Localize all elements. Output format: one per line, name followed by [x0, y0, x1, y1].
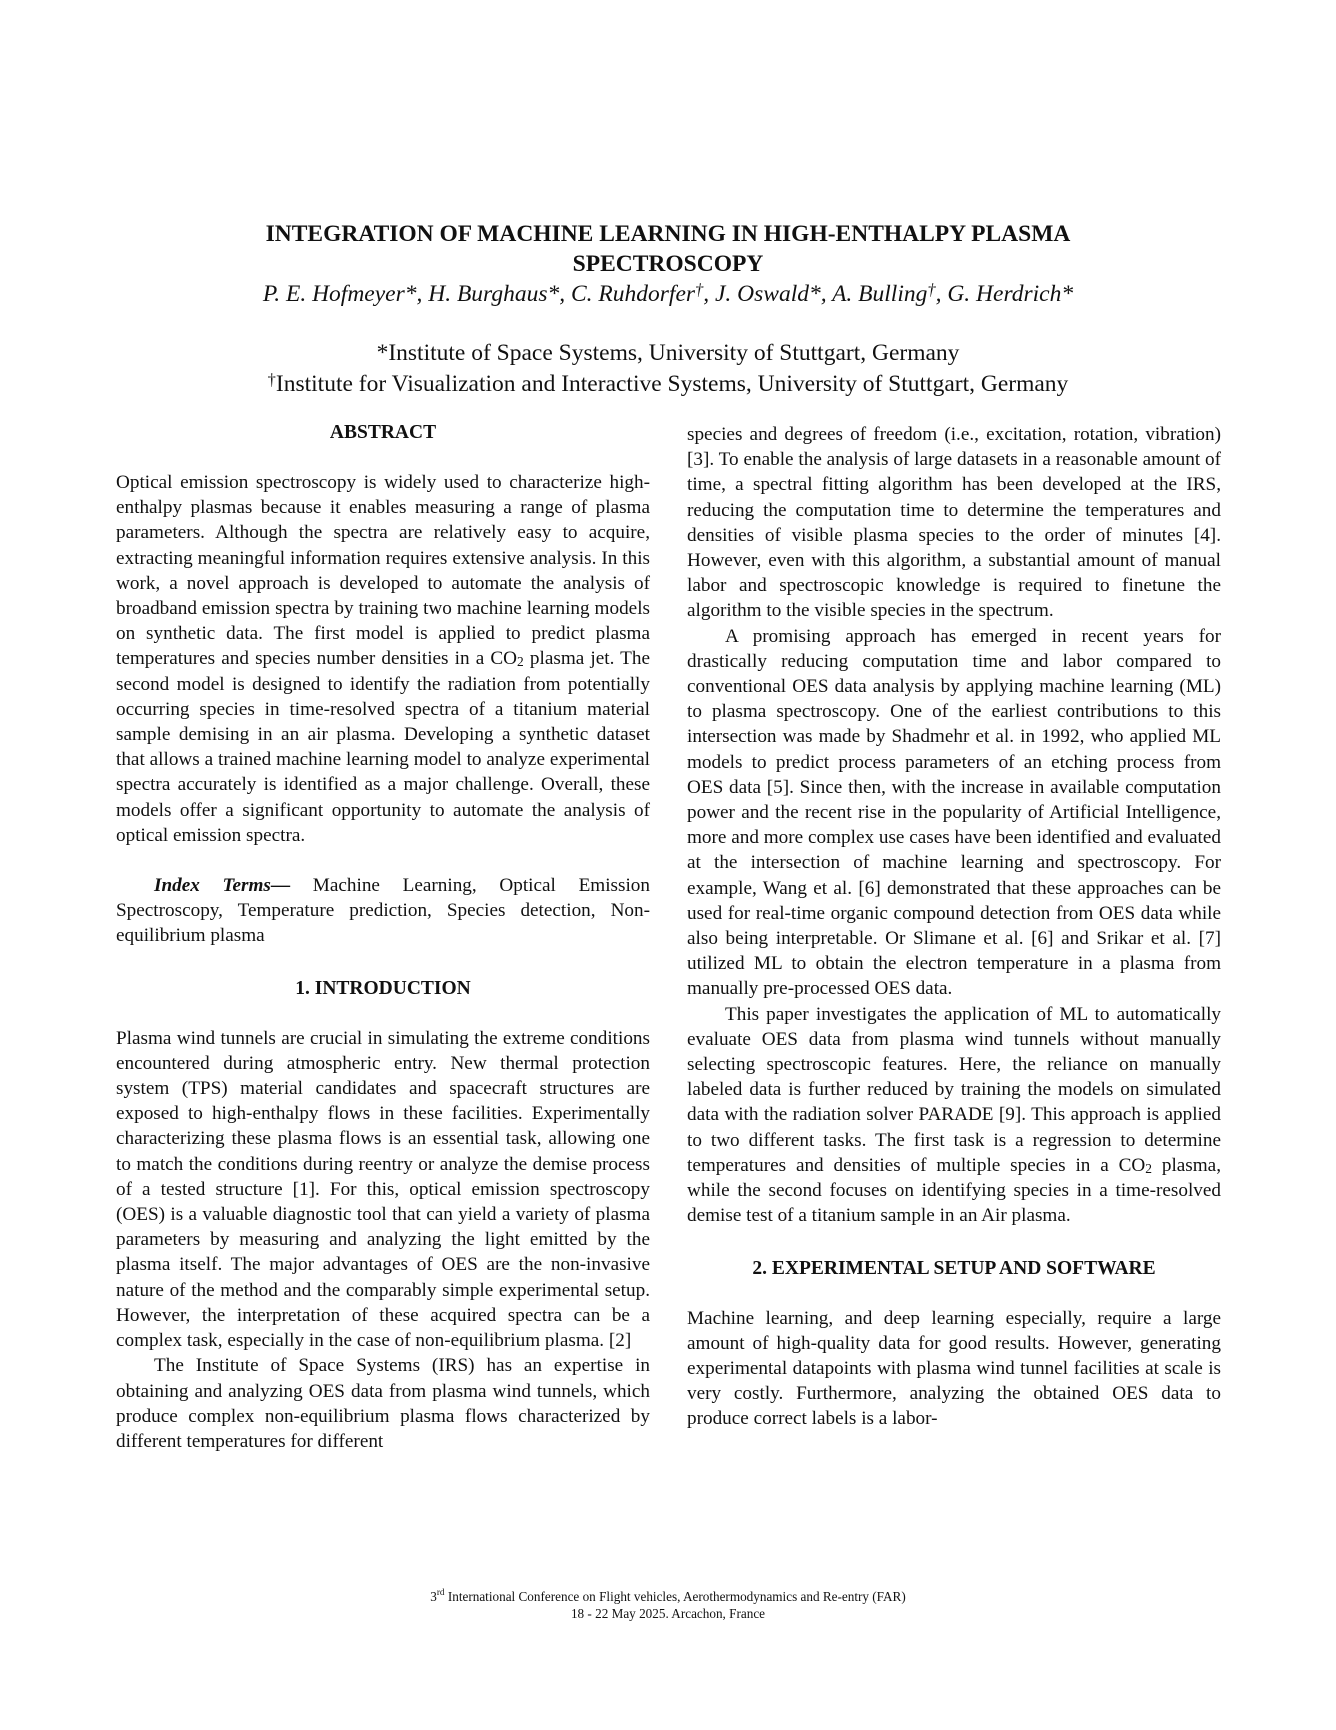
author: A. Bulling: [832, 281, 928, 307]
author-mark: *: [1061, 281, 1074, 307]
subscript: 2: [517, 654, 524, 670]
setup-heading: 2. EXPERIMENTAL SETUP AND SOFTWARE: [752, 1257, 1156, 1279]
affiliation-mark: *: [376, 340, 389, 366]
author: J. Oswald: [714, 281, 809, 307]
setup-paragraph-1: Machine learning, and deep learning especially, require a large amount of high-quality data for good results. However, generating experimental datapoints with plasma wind tunnel facilities at scale is very costly. Furthermore, analyzing the obtained OES data to produce correct labels is a labor-: [687, 1307, 1221, 1430]
paper-title: [150, 219, 1186, 279]
abstract-text-part: Optical emission spectroscopy is widely used to characterize high-enthalpy plasmas because it enables measuring a range of plasma parameters. Although the spectra are relatively easy to acquire, extracting meaningful information requires extensive analysis. In this work, a novel approach is developed to automate the analysis of broadband emission spectra by training two machine learning models on synthetic data. The first model is applied to predict plasma temperatures and species number densities in a CO: [116, 472, 650, 670]
title-line-2: SPECTROSCOPY: [572, 251, 764, 277]
author-mark: *: [808, 281, 821, 307]
index-terms: [116, 873, 650, 949]
intro-paragraph-4: [687, 1002, 1221, 1229]
footer-conference: International Conference on Flight vehicles, Aerothermodynamics and Re-entry (FAR): [444, 1589, 906, 1604]
author: G. Herdrich: [947, 281, 1062, 307]
affiliation-1: [100, 338, 1236, 368]
author: H. Burghaus: [428, 281, 548, 307]
affiliation-mark: †: [267, 370, 276, 389]
footer-line-2: 18 - 22 May 2025. Arcachon, France: [570, 1606, 766, 1621]
index-terms-text: Machine Learning, Optical Emission Spectroscopy, Temperature prediction, Species detection, Non-equilibrium plasma: [116, 875, 650, 947]
affiliation-text: Institute of Space Systems, University of Stuttgart, Germany: [388, 340, 960, 366]
affiliation-text: Institute for Visualization and Interactive Systems, University of Stuttgart, Germany: [275, 371, 1069, 397]
intro-paragraph-4-part: This paper investigates the application of ML to automatically evaluate OES data from plasma wind tunnels without manually selecting spectroscopic features. Here, the reliance on manually labeled data is further reduced by training the models on simulated data with the radiation solver PARADE [9]. This approach is applied to two different tasks. The first task is a regression to determine temperatures and densities of multiple species in a CO: [687, 1003, 1221, 1176]
intro-paragraph-2-continued: species and degrees of freedom (i.e., excitation, rotation, vibration) [3]. To enable the analysis of large datasets in a reasonable amount of time, a spectral fitting algorithm has been developed at the IRS, reducing the computation time to determine the temperatures and densities of visible plasma species to the order of minutes [4]. However, even with this algorithm, a substantial amount of manual labor and spectroscopic knowledge is required to finetune the algorithm to the visible species in the spectrum.: [687, 424, 1221, 622]
intro-paragraph-1: Plasma wind tunnels are crucial in simulating the extreme conditions encountered during atmospheric entry. New thermal protection system (TPS) material candidates and spacecraft structures are exposed to high-enthalpy flows in these facilities. Experimentally characterizing these plasma flows is an essential task, allowing one to match the conditions during reentry or analyze the demise process of a tested structure [1]. For this, optical emission spectroscopy (OES) is a valuable diagnostic tool that can yield a variety of plasma parameters by measuring and analyzing the light emitted by the plasma itself. The major advantages of OES are the non-invasive nature of the method and the comparably simple experimental setup. However, the interpretation of these acquired spectra can be a complex task, especially in the case of non-equilibrium plasma. [2]: [116, 1027, 650, 1352]
author: P. E. Hofmeyer: [262, 281, 405, 307]
introduction-heading: 1. INTRODUCTION: [295, 977, 471, 999]
right-column: [687, 422, 1221, 1432]
index-terms-label: Index Terms: [154, 875, 271, 897]
author-mark: †: [695, 280, 704, 299]
abstract-text-part: plasma jet. The second model is designed to identify the radiation from potentially occurring species in time-resolved spectra of a titanium material sample demising in an air plasma. Developing a synthetic dataset that allows a trained machine learning model to analyze experimental spectra accurately is identified as a major challenge. Overall, these models offer a significant opportunity to automate the analysis of optical emission spectra.: [116, 648, 650, 846]
footer-ordinal-suffix: rd: [436, 1587, 445, 1597]
intro-paragraph-2-start: The Institute of Space Systems (IRS) has an expertise in obtaining and analyzing OES data from plasma wind tunnels, which produce complex non-equilibrium plasma flows characterized by different temperatures for different: [116, 1355, 650, 1452]
author-mark: *: [547, 281, 560, 307]
footer-ordinal: 3: [430, 1589, 437, 1604]
subscript: 2: [1145, 1160, 1152, 1176]
author-mark: *: [404, 281, 417, 307]
author-list: P. E. Hofmeyer*, H. Burghaus*, C. Ruhdorfer†, J. Oswald*, A. Bulling†, G. Herdrich*: [262, 280, 1074, 307]
footer-line-1: [200, 1588, 1136, 1605]
intro-paragraph-3: A promising approach has emerged in recent years for drastically reducing computation time and labor compared to conventional OES data analysis by applying machine learning (ML) to plasma spectroscopy. One of the earliest contributions to this intersection was made by Shadmehr et al. in 1992, who applied ML models to predict process parameters of an etching process from OES data [5]. Since then, with the increase in available computation power and the recent rise in the popularity of Artificial Intelligence, more and more complex use cases have been identified and evaluated at the intersection of machine learning and spectroscopy. For example, Wang et al. [6] demonstrated that these approaches can be used for real-time organic compound detection from OES data while also being interpretable. Or Slimane et al. [6] and Srikar et al. [7] utilized ML to obtain the electron temperature in a plasma from manually pre-processed OES data.: [687, 625, 1221, 1000]
affiliation-2: [100, 369, 1236, 399]
index-terms-dash: —: [270, 875, 313, 897]
left-column: [116, 420, 650, 1454]
abstract-heading: ABSTRACT: [329, 422, 437, 443]
abstract-text: [116, 470, 650, 848]
title-line-1: INTEGRATION OF MACHINE LEARNING IN HIGH-ENTHALPY PLASMA: [265, 221, 1071, 247]
author: C. Ruhdorfer: [570, 281, 696, 307]
page-footer: [200, 1588, 1136, 1622]
author-mark: †: [927, 280, 936, 299]
intro-paragraph-4-part: plasma, while the second focuses on identifying species in a time-resolved demise test of a titanium sample in an Air plasma.: [687, 1154, 1221, 1227]
